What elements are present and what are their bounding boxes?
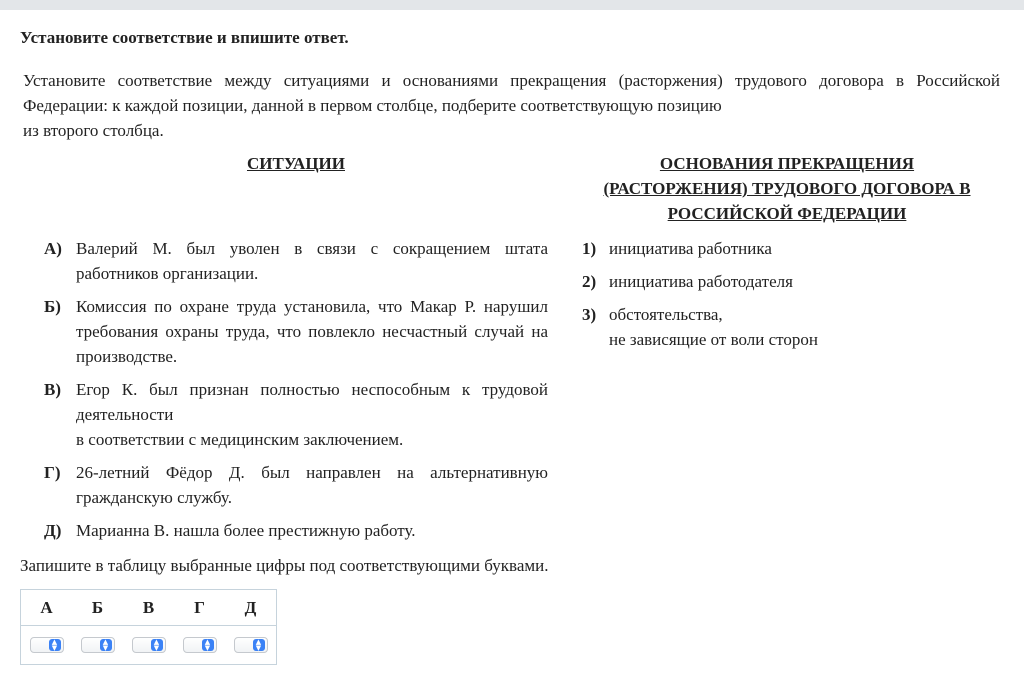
- situation-item-a: [44, 236, 548, 286]
- answer-letter-a: А: [21, 590, 73, 626]
- situation-letter: Б): [44, 297, 61, 316]
- answer-letter-v: В: [123, 590, 174, 626]
- answer-letter-g: Г: [174, 590, 225, 626]
- answer-cell: [225, 626, 277, 665]
- stepper-chevron-icon: ▲ ▼: [49, 639, 61, 651]
- ground-text: инициатива работника: [609, 239, 772, 258]
- answer-select-a[interactable]: [30, 637, 64, 653]
- situation-letter: В): [44, 380, 61, 399]
- situations-column-title: СИТУАЦИИ: [246, 154, 345, 173]
- ground-text-continued: не зависящие от воли сторон: [609, 330, 818, 349]
- task-line3: из второго столбца.: [23, 121, 164, 140]
- grounds-title-line: РОССИЙСКОЙ ФЕДЕРАЦИИ: [667, 204, 907, 223]
- answer-select-v[interactable]: [132, 637, 166, 653]
- answer-instruction: Запишите в таблицу выбранные цифры под соответствующими буквами.: [20, 556, 549, 575]
- situation-text: 26-летний Фёдор Д. был направлен на альтернативную гражданскую службу.: [76, 463, 548, 507]
- situation-text: Марианна В. нашла более престижную работу.: [76, 521, 416, 540]
- ground-item-2: [582, 269, 992, 294]
- situation-item-b: [44, 294, 548, 369]
- ground-number: 1): [582, 239, 597, 258]
- answer-cell: [174, 626, 225, 665]
- stepper-chevron-icon: ▲ ▼: [100, 639, 112, 651]
- ground-item-1: [582, 236, 992, 261]
- stepper-chevron-icon: ▲ ▼: [151, 639, 163, 651]
- answer-select-g[interactable]: [183, 637, 217, 653]
- situation-text: Валерий М. был уволен в связи с сокращением штата работников организации.: [76, 239, 548, 283]
- ground-number: 2): [582, 272, 597, 291]
- answer-select-b[interactable]: [81, 637, 115, 653]
- situations-list: [44, 236, 548, 551]
- stepper-chevron-icon: ▲ ▼: [253, 639, 265, 651]
- answer-select-row: [21, 626, 277, 665]
- situation-letter: Д): [44, 521, 62, 540]
- situation-text-continued: в соответствии с медицинским заключением.: [76, 430, 404, 449]
- grounds-column-title: [582, 151, 992, 226]
- instruction-heading: Установите соответствие и впишите ответ.: [20, 28, 349, 47]
- ground-number: 3): [582, 305, 597, 324]
- stepper-chevron-icon: ▲ ▼: [202, 639, 214, 651]
- answer-cell: [123, 626, 174, 665]
- ground-text: обстоятельства,: [609, 305, 723, 324]
- top-bar: [0, 0, 1024, 10]
- answer-table: [20, 589, 277, 665]
- answer-letter-b: Б: [72, 590, 123, 626]
- situation-item-g: [44, 460, 548, 510]
- task-text: [23, 68, 1000, 143]
- answer-cell: [72, 626, 123, 665]
- situation-item-d: [44, 518, 548, 543]
- situation-item-v: [44, 377, 548, 452]
- task-main: Установите соответствие между ситуациями и основаниями прекращения (расторжения) трудового договора в Российской Федерации: к каждой позиции, данной в первом столбце, подберите соответствующую позицию: [23, 71, 1000, 115]
- situation-letter: А): [44, 239, 62, 258]
- answer-letter-d: Д: [225, 590, 277, 626]
- ground-item-3: [582, 302, 992, 352]
- grounds-title-line: ОСНОВАНИЯ ПРЕКРАЩЕНИЯ: [659, 154, 915, 173]
- answer-header-row: [21, 590, 277, 626]
- answer-cell: [21, 626, 73, 665]
- grounds-list: [582, 236, 992, 360]
- ground-text: инициатива работодателя: [609, 272, 793, 291]
- situation-letter: Г): [44, 463, 61, 482]
- situation-text: Егор К. был признан полностью неспособным к трудовой деятельности: [76, 380, 548, 424]
- grounds-title-line: (РАСТОРЖЕНИЯ) ТРУДОВОГО ДОГОВОРА В: [603, 179, 971, 198]
- situation-text: Комиссия по охране труда установила, что Макар Р. нарушил требования охраны труда, что повлекло несчастный случай на производстве.: [76, 297, 548, 366]
- answer-select-d[interactable]: [234, 637, 268, 653]
